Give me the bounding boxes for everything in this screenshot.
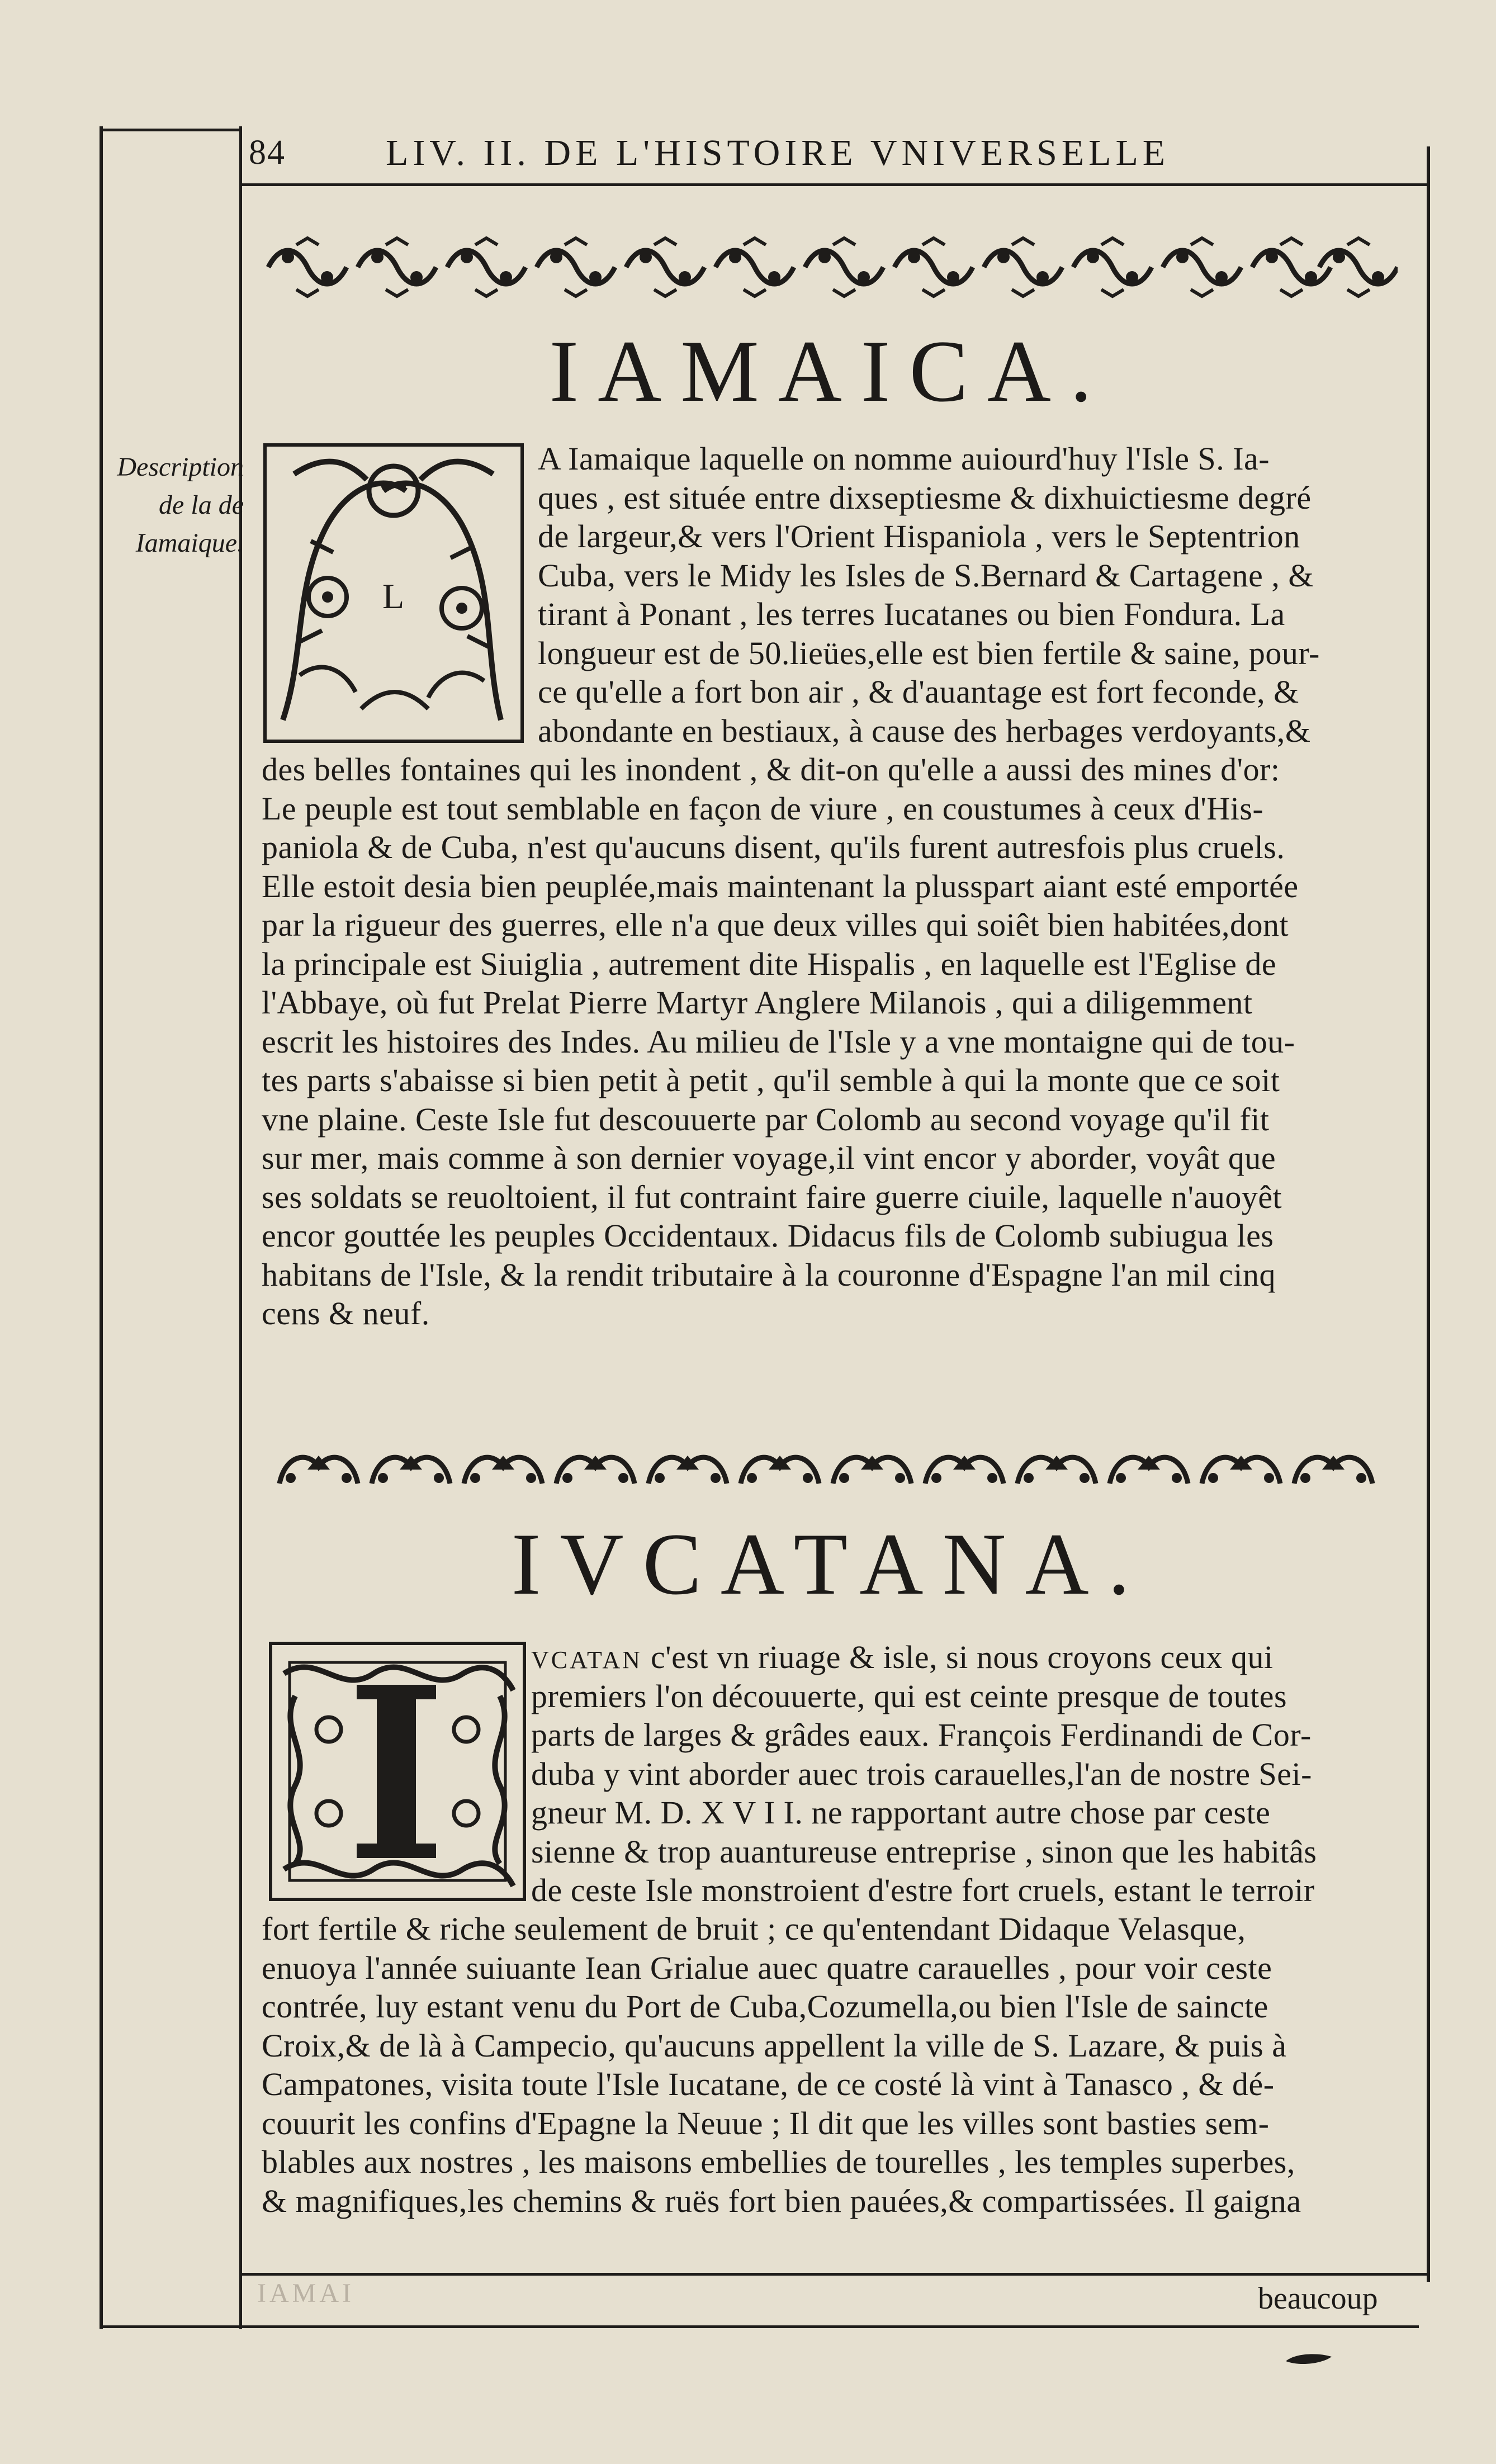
- yucatan-text-full: [262, 1909, 1423, 2220]
- text-line: A Iamaique laquelle on nomme auiourd'huy l'Isle S. Ia-: [538, 440, 1270, 477]
- text-line: Le peuple est tout semblable en façon de viure , en coustumes à ceux d'His-: [262, 790, 1264, 827]
- text-line: sur mer, mais comme à son dernier voyage,il vint encor y aborder, voyât que: [262, 1140, 1276, 1176]
- text-line: fort fertile & riche seulement de bruit ; ce qu'entendant Didaque Velasque,: [262, 1911, 1246, 1947]
- text-line: longueur est de 50.lieües,elle est bien fertile & saine, pour-: [538, 634, 1320, 671]
- ornament-band-middle: [274, 1439, 1392, 1495]
- text-line: tirant à Ponant , les terres Iucatanes ou bien Fondura. La: [538, 596, 1285, 632]
- text-line: enuoya l'année suiuante Iean Grialue auec quatre carauelles , pour voir ceste: [262, 1949, 1272, 1986]
- text-line: l'Abbaye, où fut Prelat Pierre Martyr Anglere Milanois , qui a diligemment: [262, 984, 1253, 1021]
- text-line: par la rigueur des guerres, elle n'a que deux villes qui soiêt bien habitées,dont: [262, 907, 1289, 943]
- margin-note-line: de la de: [159, 490, 244, 520]
- text-line: abondante en bestiaux, à cause des herbages verdoyants,&: [538, 712, 1311, 749]
- text-line: gneur M. D. X V I I. ne rapportant autre chose par ceste: [531, 1794, 1271, 1831]
- text-line: cens & neuf.: [262, 1295, 430, 1331]
- frame-top: [100, 129, 242, 131]
- text-line: premiers l'on découuerte, qui est ceinte presque de toutes: [531, 1678, 1287, 1714]
- text-line: ce qu'elle a fort bon air , & d'auantage est fort feconde, &: [538, 674, 1299, 710]
- text-line: parts de larges & grâdes eaux. François Ferdinandi de Cor-: [531, 1717, 1312, 1753]
- opening-line-rest: c'est vn riuage & isle, si nous croyons ceux qui: [642, 1639, 1274, 1675]
- text-line: sienne & trop auantureuse entreprise , sinon que les habitâs: [531, 1833, 1317, 1870]
- opening-small-caps: VCATAN: [531, 1646, 642, 1674]
- ink-smudge: [1284, 2351, 1334, 2371]
- text-line: contrée, luy estant venu du Port de Cuba,Cozumella,ou bien l'Isle de saincte: [262, 1988, 1268, 2025]
- jamaica-text-indented: [538, 439, 1424, 750]
- text-line: duba y vint aborder auec trois carauelles,l'an de nostre Sei-: [531, 1755, 1312, 1792]
- text-line: la principale est Siuiglia , autrement dite Hispalis , en laquelle est l'Eglise de: [262, 945, 1277, 982]
- text-line: paniola & de Cuba, n'est qu'aucuns disent, qu'ils furent autresfois plus cruels.: [262, 829, 1285, 865]
- yucatan-text-indented: [531, 1638, 1424, 1910]
- text-line: des belles fontaines qui les inondent , & dit-on qu'elle a aussi des mines d'or:: [262, 751, 1280, 788]
- text-line: de ceste Isle monstroient d'estre fort cruels, estant le terroir: [531, 1872, 1315, 1908]
- text-line: Cuba, vers le Midy les Isles de S.Bernard & Cartagene , &: [538, 557, 1314, 594]
- show-through-text: IAMAI: [257, 2278, 354, 2308]
- text-line: de largeur,& vers l'Orient Hispaniola , vers le Septentrion: [538, 518, 1300, 555]
- page-number: 84: [249, 134, 286, 172]
- section-heading-yucatan: IVCATANA.: [511, 1515, 1149, 1613]
- text-line: Elle estoit desia bien peuplée,mais maintenant la plusspart aiant esté emportée: [262, 868, 1299, 904]
- drop-initial-l-woodcut: [261, 440, 527, 746]
- text-line: habitans de l'Isle, & la rendit tributaire à la couronne d'Espagne l'an mil cinq: [262, 1256, 1276, 1293]
- margin-note-line: Iamaique.: [135, 528, 244, 558]
- ornament-band-top: [263, 234, 1398, 301]
- margin-note: [110, 448, 244, 562]
- margin-note-line: Description: [117, 452, 244, 482]
- running-title: LIV. II. DE L'HISTOIRE VNIVERSELLE: [386, 132, 1170, 173]
- text-line: ques , est située entre dixseptiesme & dixhuictiesme degré: [538, 479, 1312, 516]
- text-line: Croix,& de là à Campecio, qu'aucuns appellent la ville de S. Lazare, & puis à: [262, 2027, 1287, 2064]
- text-line: encor gouttée les peuples Occidentaux. Didacus fils de Colomb subiugua les: [262, 1217, 1274, 1254]
- text-line: blables aux nostres , les maisons embellies de tourelles , les temples superbes,: [262, 2144, 1295, 2180]
- frame-bottom: [100, 2325, 1419, 2328]
- header-rule: [239, 183, 1430, 186]
- jamaica-text-full: [262, 750, 1423, 1333]
- text-line: Campatones, visita toute l'Isle Iucatane, de ce costé là vint à Tanasco , & dé-: [262, 2066, 1275, 2102]
- text-line: & magnifiques,les chemins & ruës fort bien pauées,& compartissées. Il gaigna: [262, 2182, 1301, 2219]
- drop-initial-letter-l: L: [382, 576, 405, 616]
- frame-left-outer: [100, 126, 103, 2329]
- text-bottom-rule: [239, 2273, 1430, 2276]
- text-line: tes parts s'abaisse si bien petit à petit , qu'il semble à qui la monte que ce soit: [262, 1062, 1280, 1098]
- section-heading-jamaica: IAMAICA.: [549, 323, 1111, 420]
- drop-initial-i-woodcut: [267, 1640, 528, 1903]
- text-line: escrit les histoires des Indes. Au milieu de l'Isle y a vne montaigne qui de tou-: [262, 1023, 1295, 1060]
- frame-right: [1427, 146, 1430, 2282]
- text-line-opening: [531, 1638, 1424, 1677]
- text-line: couurit les confins d'Epagne la Neuue ; Il dit que les villes sont basties sem-: [262, 2105, 1270, 2141]
- text-line: vne plaine. Ceste Isle fut descouuerte par Colomb au second voyage qu'il fit: [262, 1101, 1270, 1138]
- text-line: ses soldats se reuoltoient, il fut contraint faire guerre ciuile, laquelle n'auoyêt: [262, 1178, 1282, 1215]
- catchword: beaucoup: [1258, 2281, 1378, 2316]
